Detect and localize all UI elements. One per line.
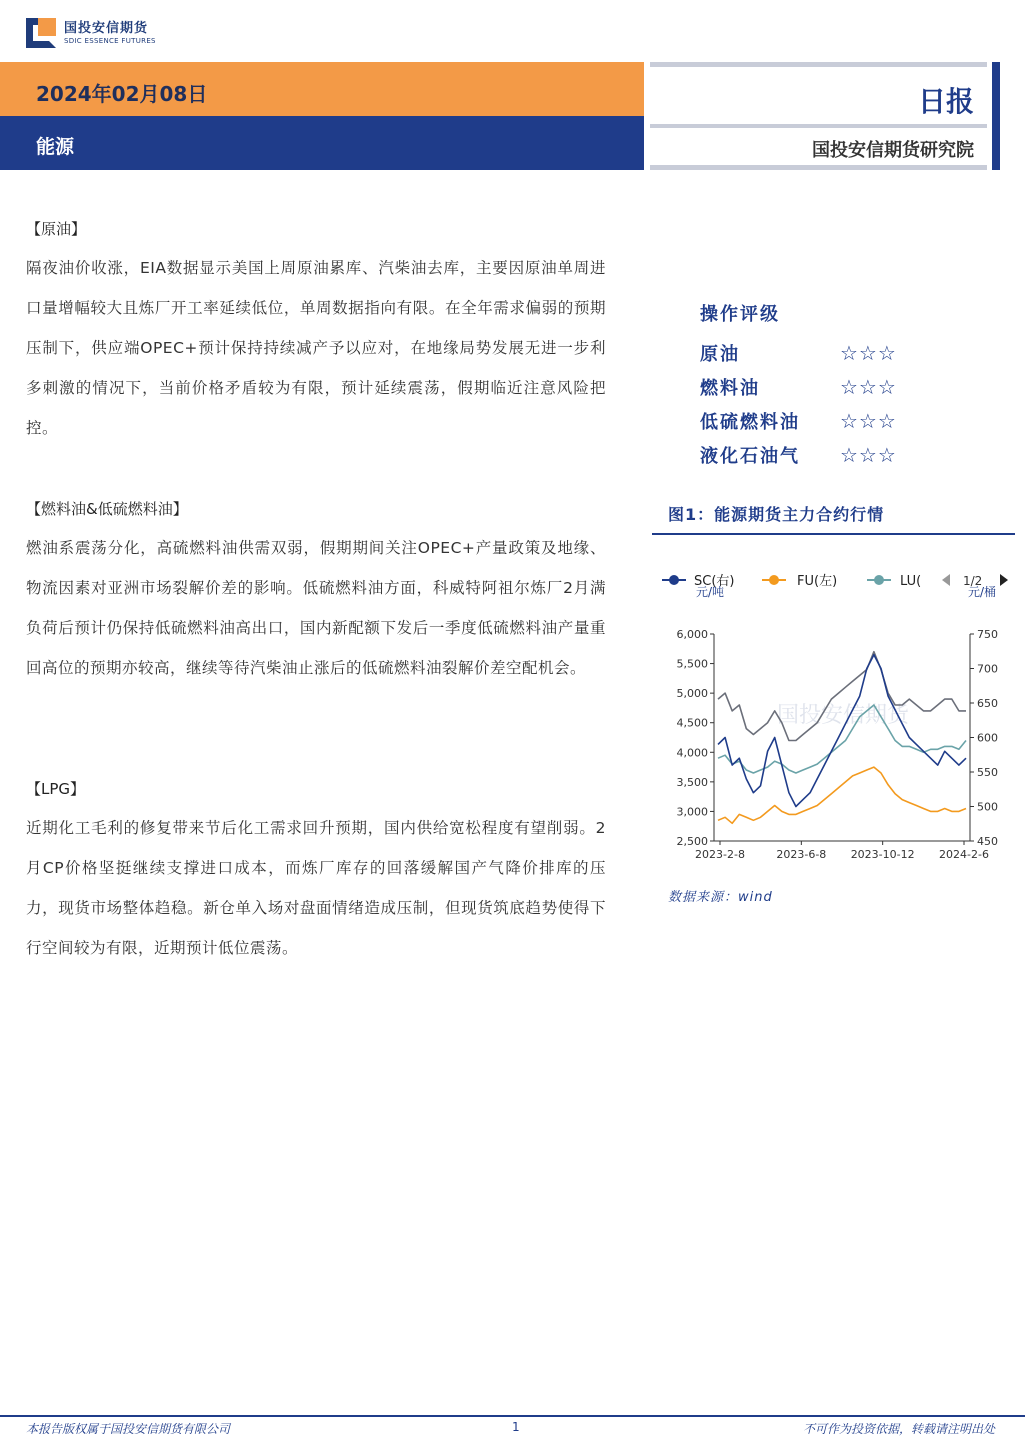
- right-tick-label: 600: [977, 731, 998, 745]
- figure-title: 图1：能源期货主力合约行情: [668, 505, 885, 524]
- legend-marker-fu: [769, 575, 779, 585]
- legend-marker-lu: [874, 575, 884, 585]
- left-tick-label: 5,000: [676, 687, 708, 701]
- right-tick-label: 500: [977, 800, 998, 814]
- ratings-panel: [700, 300, 897, 472]
- section-body-crude: 隔夜油价收涨，EIA数据显示美国上周原油累库、汽柴油去库，主要因原油单周进口量增幅较大且炼厂开工率延续低位，单周数据指向有限。在全年需求偏弱的预期压制下，供应端OPEC+预计保持持续减产予以应对，在地缘局势发展无进一步利多刺激的情况下，当前价格矛盾较为有限，预计延续震荡，假期临近注意风险把控。: [26, 259, 606, 437]
- report-type-title: 日报: [917, 85, 974, 118]
- company-logo: [26, 18, 156, 48]
- left-tick-label: 2,500: [676, 835, 708, 848]
- left-tick-label: 6,000: [676, 628, 708, 641]
- section-title-fuel-oil: 【燃料油&低硫燃料油】: [26, 500, 188, 518]
- legend-label-lu: LU(: [900, 574, 922, 589]
- footer-disclaimer: 不可作为投资依据，转载请注明出处: [802, 1422, 995, 1436]
- legend-prev-icon[interactable]: [942, 574, 950, 586]
- x-tick-label: 2023-6-8: [776, 848, 827, 861]
- left-unit-label: 元/吨: [696, 585, 725, 599]
- rating-row: [700, 404, 897, 438]
- chart-axes: [677, 628, 999, 861]
- legend-marker-sc: [669, 575, 679, 585]
- date-bar: [0, 62, 644, 116]
- right-tick-label: 700: [977, 662, 998, 676]
- chart-watermark: 国投安信期货: [777, 703, 910, 728]
- rating-row: [700, 336, 897, 370]
- section-body-lpg: 近期化工毛利的修复带来节后化工需求回升预期，国内供给宽松程度有望削弱。2月CP价格坚挺继续支撑进口成本，而炼厂库存的回落缓解国产气降价排库的压力，现货市场整体趋稳。新仓单入场对盘面情绪造成压制，但现货筑底趋势使得下行空间较为有限，近期预计低位震荡。: [26, 819, 606, 957]
- report-header-right: [650, 62, 990, 170]
- energy-futures-chart: [652, 560, 1022, 870]
- section-title-crude: 【原油】: [26, 220, 87, 238]
- legend-page: 1/2: [963, 574, 983, 588]
- logo-cn-text: 国投安信期货: [64, 20, 149, 36]
- legend-label-sc: SC(右): [694, 574, 735, 589]
- figure-rule: [652, 533, 1015, 535]
- rating-stars-icon: ☆☆☆: [840, 443, 897, 467]
- rating-row: [700, 370, 897, 404]
- x-tick-label: 2023-10-12: [850, 848, 915, 861]
- rating-stars-icon: ☆☆☆: [840, 409, 897, 433]
- rating-name: 原油: [700, 344, 740, 365]
- ratings-heading: 操作评级: [700, 304, 780, 325]
- section-body-fuel-oil: 燃油系震荡分化，高硫燃料油供需双弱，假期期间关注OPEC+产量政策及地缘、物流因素对亚洲市场裂解价差的影响。低硫燃料油方面，科威特阿祖尔炼厂2月满负荷后预计仍保持低硫燃料油高出口，国内新配额下发后一季度低硫燃料油产量重回高位的预期亦较高，继续等待汽柴油止涨后的低硫燃料油裂解价差空配机会。: [26, 539, 606, 677]
- rating-name: 低硫燃料油: [700, 412, 800, 433]
- rating-row: [700, 438, 897, 472]
- x-tick-label: 2023-2-8: [695, 848, 745, 861]
- x-tick-label: 2024-2-6: [939, 848, 989, 861]
- right-tick-label: 450: [977, 835, 998, 848]
- chart-lines: [718, 652, 966, 824]
- footer-rule: [0, 1415, 1025, 1417]
- footer-copyright: 本报告版权属于国投安信期货有限公司: [26, 1422, 231, 1436]
- left-tick-label: 3,500: [676, 775, 708, 789]
- left-tick-label: 3,000: [676, 805, 708, 819]
- section-title-lpg: 【LPG】: [26, 780, 86, 798]
- data-source: 数据来源：wind: [668, 890, 773, 905]
- logo-en-text: SDIC ESSENCE FUTURES: [64, 36, 156, 45]
- rating-stars-icon: ☆☆☆: [840, 341, 897, 365]
- left-tick-label: 4,000: [676, 746, 708, 760]
- rating-name: 燃料油: [700, 378, 760, 399]
- report-category: 能源: [36, 136, 75, 158]
- right-tick-label: 750: [977, 628, 998, 641]
- right-tick-label: 550: [977, 766, 998, 779]
- right-tick-label: 650: [977, 697, 998, 710]
- report-date: 2024年02月08日: [36, 82, 208, 106]
- logo-mark-icon: [26, 18, 56, 48]
- category-bar: [0, 116, 644, 170]
- page-number: 1: [512, 1420, 520, 1434]
- left-tick-label: 4,500: [676, 716, 708, 730]
- legend-label-fu: FU(左): [797, 574, 838, 589]
- series-line-fu: [718, 767, 966, 823]
- rating-stars-icon: ☆☆☆: [840, 375, 897, 399]
- institute-name: 国投安信期货研究院: [812, 140, 974, 161]
- right-unit-label: 元/桶: [968, 585, 997, 599]
- left-tick-label: 5,500: [676, 657, 708, 671]
- series-line-sc: [718, 655, 966, 807]
- legend-next-icon[interactable]: [1000, 574, 1008, 586]
- rating-name: 液化石油气: [700, 446, 800, 467]
